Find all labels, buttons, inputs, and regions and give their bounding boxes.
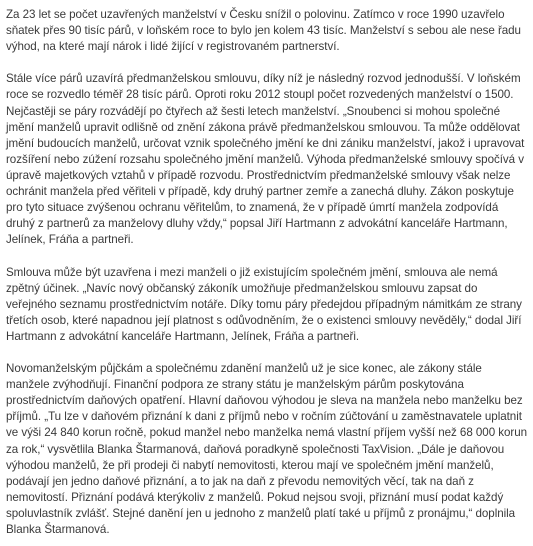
article-body — [6, 7, 528, 538]
article-paragraph-1: Za 23 let se počet uzavřených manželství v Česku snížil o polovinu. Zatímco v roce 1990 uzavřelo sňatek přes 90 tisíc párů, v loňském roce to bylo jen kolem 43 tisíc. Manželství s sebou ale nese řadu výhod, na které mají nárok i lidé žijící v registrovaném partnerství. — [6, 8, 521, 54]
article-paragraph-3: Smlouva může být uzavřena i mezi manželi o již existujícím společném jmění, smlouva ale nemá zpětný účinek. „Navíc nový občanský zákoník umožňuje předmanželskou smlouvu zapsat do veřejného seznamu prostřednictvím notáře. Díky tomu páry předejdou případným námitkám ze strany třetích osob, které napadnou její platnost s odůvodněním, že o existenci smlouvy nevěděly,“ dodal Jiří Hartmann z advokátní kanceláře Hartmann, Jelínek, Fráňa a partneři. — [6, 265, 522, 343]
article-paragraph-4: Novomanželským půjčkám a společnému zdanění manželů už je sice konec, ale zákony stále manžele zvýhodňují. Finanční podpora ze strany státu je manželským párům poskytována prostřednictvím daňových opatření. Hlavní daňovou výhodou je sleva na manžela nebo manželku bez příjmů. „Tu lze v daňovém přiznání k dani z příjmů nebo v ročním zúčtování u zaměstnavatele uplatnit ve výši 24 840 korun ročně, pokud manžel nebo manželka nemá vlastní příjem vyšší než 68 000 korun za rok,“ vysvětlila Blanka Štarmanová, daňová poradkyně společnosti TaxVision. „Dále je daňovou výhodou manželů, že při prodeji či nabytí nemovitosti, kterou mají ve společném jmění manželů, podávají jen jedno daňové přiznání, a to jak na daň z převodu nemovitých věcí, tak na daň z nemovitostí. Přiznání podává kterýkoliv z manželů. Pokud nejsou svoji, přiznání musí podat každý spoluvlastník zvlášť. Stejné danění jen u jednoho z manželů platí také u příjmů z pronájmu,“ doplnila Blanka Štarmanová. — [6, 362, 528, 536]
article-paragraph-2: Stále více párů uzavírá předmanželskou smlouvu, díky níž je následný rozvod jednodušší. V loňském roce se rozvedlo téměř 28 tisíc párů. Oproti roku 2012 stoupl počet rozvedených manželství o 1500. Nejčastěji se páry rozvádějí po čtyřech až šesti letech manželství. „Snoubenci si mohou společné jmění manželů upravit odlišně od znění zákona právě předmanželskou smlouvou. Ta může oddělovat jmění budoucích manželů, určovat vznik společného jmění ke dni zániku manželství, jakož i upravovat rozšíření nebo zúžení rozsahu společného jmění manželů. Výhoda předmanželské smlouvy spočívá v úpravě majetkových vztahů v případě rozvodu. Prostřednictvím předmanželské smlouvy však nelze ochránit manžela před věřiteli v případě, kdy druhý partner zemře a zanechá dluhy. Zákon poskytuje pro tyto situace zvýšenou ochranu věřitelům, to znamená, že v případě úmrtí manžela zodpovídá druhý z partnerů za manželovy dluhy vždy,“ popsal Jiří Hartmann z advokátní kanceláře Hartmann, Jelínek, Fráňa a partneři. — [6, 72, 525, 247]
